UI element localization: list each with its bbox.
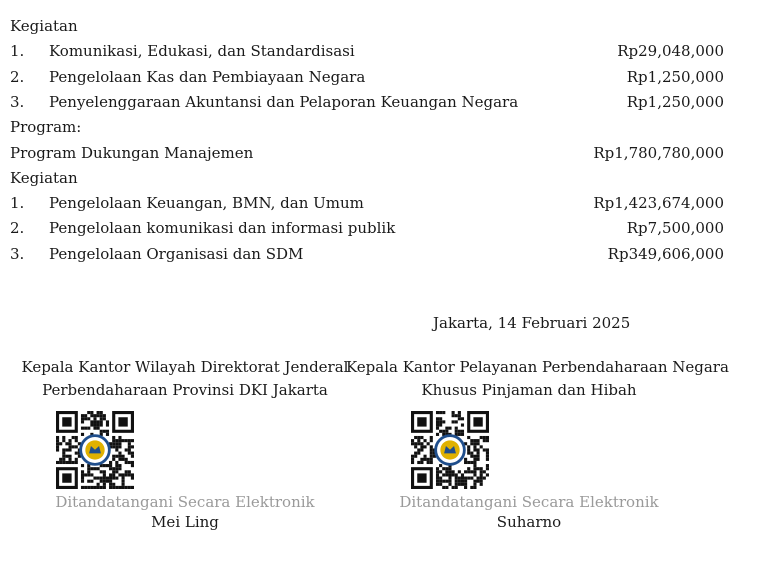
signatory-title-line: Khusus Pinjaman dan Hibah bbox=[421, 381, 637, 399]
kemenkeu-emblem-icon bbox=[81, 436, 110, 465]
signatory-name: Mei Ling bbox=[151, 513, 219, 531]
item-amount: Rp29,048,000 bbox=[617, 42, 724, 60]
program-heading bbox=[10, 115, 724, 139]
esign-label: Ditandatangani Secara Elektronik bbox=[55, 493, 315, 511]
item-number: 2. bbox=[10, 68, 25, 86]
item-amount: Rp1,250,000 bbox=[626, 93, 724, 111]
item-label: Pengelolaan komunikasi dan informasi publik bbox=[49, 219, 396, 237]
list-item bbox=[10, 242, 724, 266]
item-amount: Rp1,423,674,000 bbox=[593, 194, 724, 212]
item-label: Komunikasi, Edukasi, dan Standardisasi bbox=[49, 42, 355, 60]
list-item bbox=[10, 216, 724, 240]
list-item bbox=[10, 65, 724, 89]
kegiatan-heading-text: Kegiatan bbox=[10, 17, 78, 35]
item-number: 1. bbox=[10, 194, 25, 212]
esign-label: Ditandatangani Secara Elektronik bbox=[399, 493, 659, 511]
item-number: 1. bbox=[10, 42, 25, 60]
signatory-2-title bbox=[346, 356, 729, 402]
item-amount: Rp7,500,000 bbox=[626, 219, 724, 237]
program-row bbox=[10, 141, 724, 165]
signatory-title-line: Kepala Kantor Wilayah Direktorat Jenderal bbox=[21, 358, 349, 376]
item-amount: Rp349,606,000 bbox=[607, 245, 724, 263]
list-item bbox=[10, 191, 724, 215]
program-amount: Rp1,780,780,000 bbox=[593, 144, 724, 162]
qr-code-icon bbox=[56, 411, 134, 489]
item-number: 3. bbox=[10, 245, 25, 263]
program-heading-text: Program: bbox=[10, 118, 82, 136]
item-label: Pengelolaan Kas dan Pembiayaan Negara bbox=[49, 68, 366, 86]
list-item bbox=[10, 90, 724, 114]
signatory-name: Suharno bbox=[496, 513, 562, 531]
program-name: Program Dukungan Manajemen bbox=[10, 144, 254, 162]
kegiatan-heading-1 bbox=[10, 14, 724, 38]
kegiatan-heading-text: Kegiatan bbox=[10, 169, 78, 187]
place-date: Jakarta, 14 Februari 2025 bbox=[433, 314, 631, 332]
signatory-title-line: Kepala Kantor Pelayanan Perbendaharaan Negara bbox=[346, 358, 729, 376]
item-label: Pengelolaan Keuangan, BMN, dan Umum bbox=[49, 194, 364, 212]
item-amount: Rp1,250,000 bbox=[626, 68, 724, 86]
item-label: Pengelolaan Organisasi dan SDM bbox=[49, 245, 304, 263]
item-number: 3. bbox=[10, 93, 25, 111]
list-item bbox=[10, 39, 724, 63]
qr-code-icon bbox=[411, 411, 489, 489]
item-label: Penyelenggaraan Akuntansi dan Pelaporan Keuangan Negara bbox=[49, 93, 519, 111]
kegiatan-heading-2 bbox=[10, 166, 724, 190]
signatory-1-title bbox=[20, 356, 350, 402]
kemenkeu-emblem-icon bbox=[436, 436, 465, 465]
item-number: 2. bbox=[10, 219, 25, 237]
signatory-title-line: Perbendaharaan Provinsi DKI Jakarta bbox=[42, 381, 328, 399]
